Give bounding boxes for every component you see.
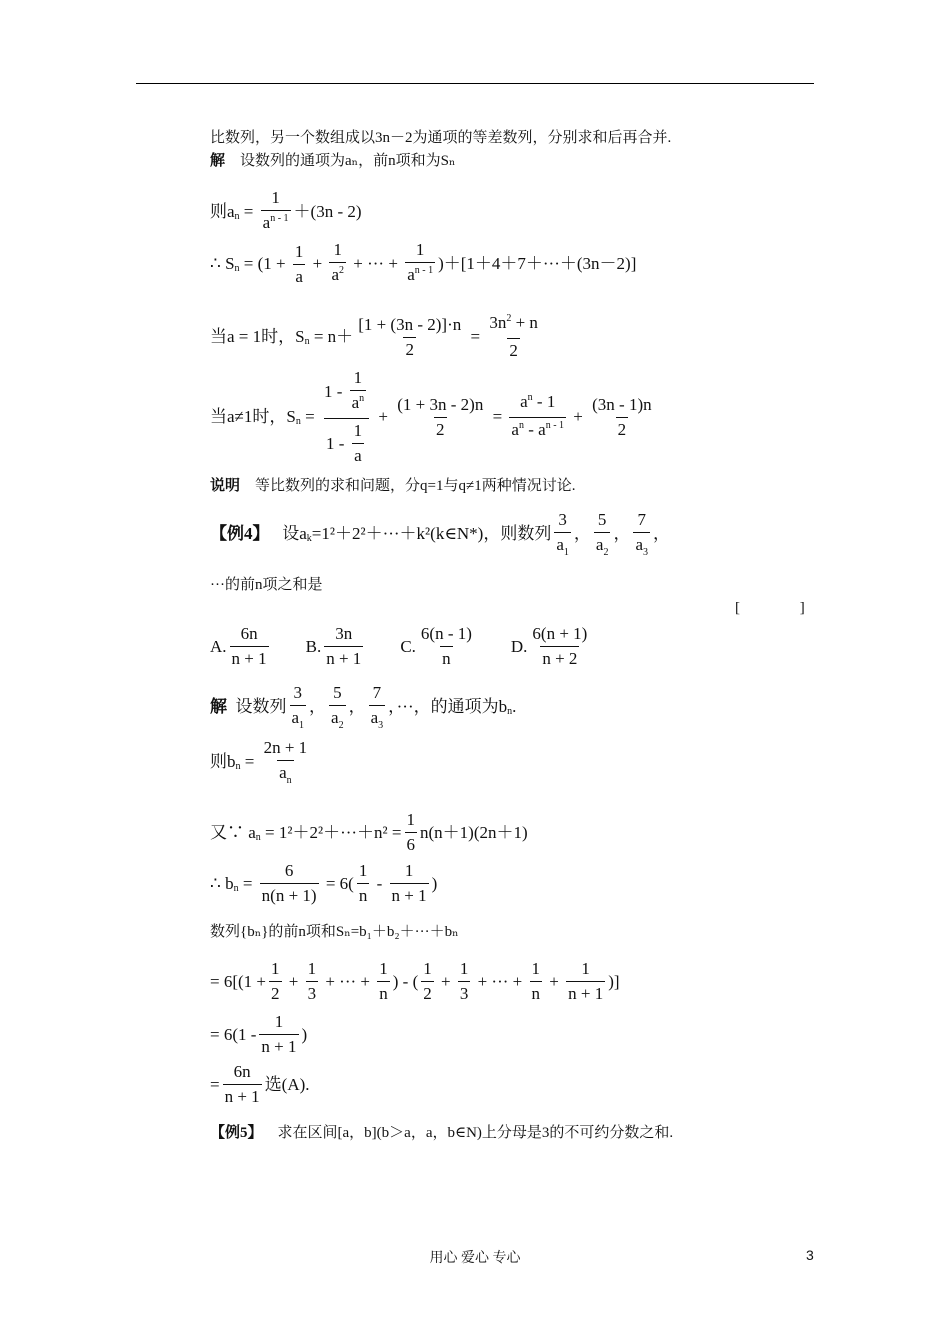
eq-bn: 则b n = $\frac{2n + 1}{a_n}$ (210, 738, 308, 786)
solution1-label: 解 (210, 153, 226, 169)
eq-six-bracket: = 6[(1 + $\frac{1}{2}$ + $\frac{1}{3}$ + ··· + $\frac{1}{n}$ ) - ( $\frac{1}{2}$ + $\frac{1}{3}$ + ··· + $\frac{1}{n}$ + $\frac{1}{n + 1}$ )] (210, 959, 620, 1003)
eq-case-a1: 当a = 1时，S n = n＋ $\frac{[1 + (3n - 2)]\cdot n}{2}$ = $\frac{3n^2 + n}{2}$ (210, 313, 538, 360)
eq-therefore-bn: ∴ b n = $\frac{6}{n(n + 1)}$ = 6( $\frac{1}{n}$ - $\frac{1}{n + 1}$ ) (210, 861, 438, 905)
eq-sn: ∴ S n = (1 + $\frac{1}{a}$ + $\frac{1}{a^2}$ + ··· + $\frac{1}{a^{n - 1}}$ )＋[1＋4＋7＋···＋(3n－2)] (210, 240, 636, 288)
example4-continuation: ···的前n项之和是 (210, 577, 323, 593)
eq-case-a-not-1: 当a≠1时，S n = 1 - $\frac{1}{a^n}$ 1 - $\frac{1}{a}$ + $\frac{(1 + 3n - 2)n}{2}$ = $\frac{a^n - 1}{a^n - a^{n - 1}}$ + $\frac{(3n - 1)n}{2}$ (210, 368, 652, 465)
example5-line: 【例5】 求在区间[a，b](b＞a，a，b∈N)上分母是3的不可约分数之和. (210, 1125, 674, 1141)
solution1-text: 设数列的通项为aₙ，前n项和为Sₙ (240, 153, 456, 169)
option-a[interactable]: A. $\frac{6n}{n + 1}$ (210, 624, 267, 668)
intro-line: 比数列，另一个数组成以3n－2为通项的等差数列，分别求和后再合并. (210, 130, 672, 146)
header-rule (136, 83, 814, 84)
options-row (210, 624, 626, 669)
fraction: $\frac{1}{a^{n - 1}}$ (261, 188, 291, 236)
answer-bracket: [ ] (735, 600, 833, 616)
option-b[interactable]: B. $\frac{3n}{n + 1}$ (305, 624, 362, 668)
example4-line: 【例4】 设a k =1²＋2²＋···＋k²(k∈N*)，则数列 $\frac{3}{a_1}$ ， $\frac{5}{a_2}$ ， $\frac{7}{a_3}$ ， (210, 510, 670, 558)
eq-final: = $\frac{6n}{n + 1}$ 选(A). (210, 1062, 310, 1106)
solution2-line: 解 设数列 $\frac{3}{a_1}$ ， $\frac{5}{a_2}$ ， $\frac{7}{a_3}$ ，···，的通项为b n . (210, 683, 517, 731)
eq-six-simplified: = 6(1 - $\frac{1}{n + 1}$ ) (210, 1012, 308, 1056)
solution1-line (210, 150, 456, 172)
page-number: 3 (806, 1247, 814, 1263)
eq-an: 则a n = $\frac{1}{a^{n - 1}}$ ＋(3n - 2) (210, 188, 362, 236)
sum-line: 数列{bₙ}的前n项和Sₙ=b₁＋b₂＋···＋bₙ (210, 924, 459, 940)
option-c[interactable]: C. $\frac{6(n - 1)}{n}$ (400, 624, 472, 668)
page-footer: 用心 爱心 专心 (429, 1251, 521, 1266)
note-line: 说明 等比数列的求和问题，分q=1与q≠1两种情况讨论. (210, 478, 576, 494)
eq-since: 又∵ a n = 1²＋2²＋···＋n² = $\frac{1}{6}$ n(n＋1)(2n＋1) (210, 810, 528, 854)
option-d[interactable]: D. $\frac{6(n + 1)}{n + 2}$ (510, 624, 588, 668)
